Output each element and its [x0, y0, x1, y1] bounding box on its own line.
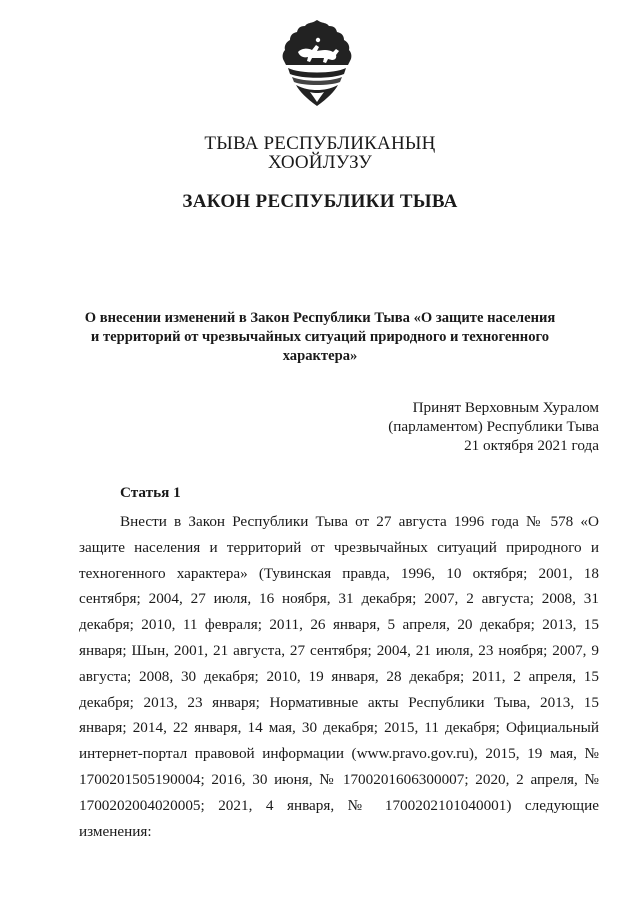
adoption-line1: Принят Верховным Хуралом: [412, 399, 599, 416]
adoption-date: 21 октября 2021 года: [464, 437, 599, 454]
adoption-info: [299, 398, 599, 455]
org-name-line1: ТЫВА РЕСПУБЛИКАНЫҢ: [204, 133, 436, 154]
article-body: [79, 509, 599, 844]
law-subject: О внесении изменений в Закон Республики Тыва «О защите населения и территорий от чрезвычайных ситуаций природного и техногенного характера»: [84, 310, 556, 364]
org-name-line2: ХООЙЛУЗУ: [267, 152, 373, 173]
adoption-line2: (парламентом) Республики Тыва: [388, 418, 599, 435]
article-paragraph: Внести в Закон Республики Тыва от 27 августа 1996 года № 578 «О защите населения и территорий от чрезвычайных ситуаций природного и техногенного характера» (Тувинская правда, 1996, 10 октября; 2001, 18 сентября; 2004, 27 июля, 16 ноября, 31 декабря; 2007, 2 августа; 2008, 31 декабря; 2010, 11 февраля; 2011, 26 января, 5 апреля, 20 декабря; 2013, 15 января; Шын, 2001, 21 августа, 27 сентября; 2004, 21 июля, 23 ноября; 2007, 9 августа; 2008, 30 декабря; 2010, 19 января, 28 декабря; 2011, 2 апреля, 15 декабря; 2013, 23 января; Нормативные акты Республики Тыва, 2013, 15 января; 2014, 22 января, 14 мая, 30 декабря; 2015, 11 декабря; Официальный интернет-портал правовой информации (www.pravo.gov.ru), 2015, 19 мая, № 1700201505190004; 2016, 30 июня, № 1700201606300007; 2020, 2 апреля, № 1700202004020005; 2021, 4 января, № 1700202101040001) следующие изменения:: [79, 513, 599, 840]
article-heading: Статья 1: [120, 484, 181, 501]
law-title: ЗАКОН РЕСПУБЛИКИ ТЫВА: [182, 191, 458, 212]
tyva-coat-of-arms-icon: [278, 18, 356, 110]
